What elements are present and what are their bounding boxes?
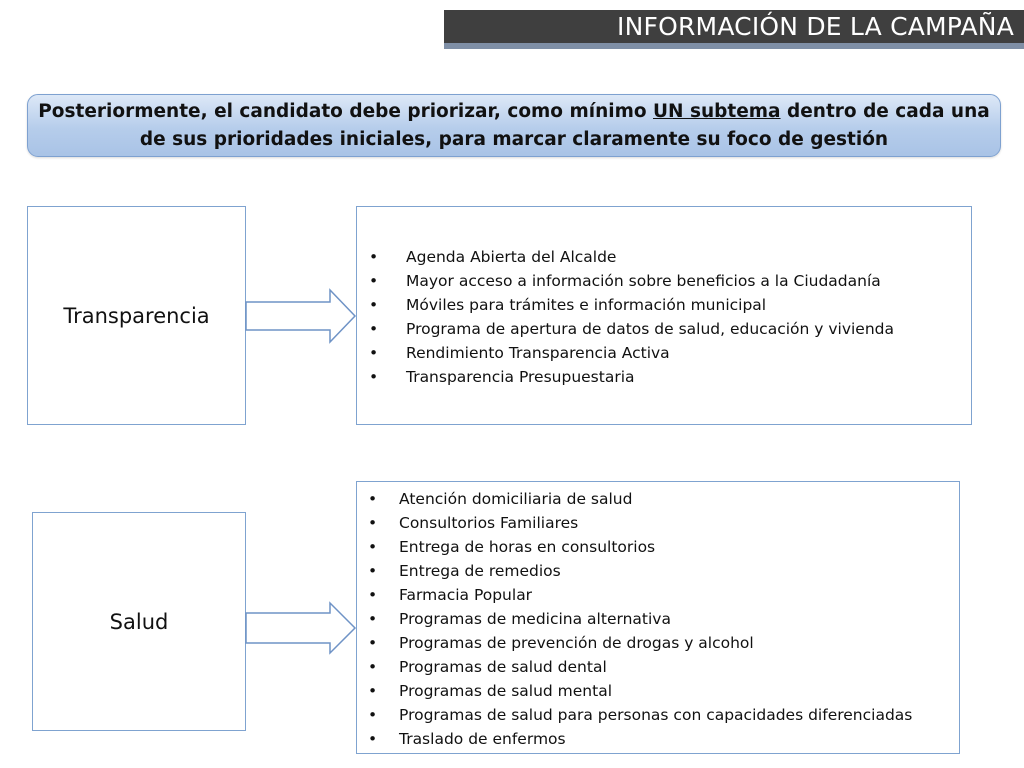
bullet-icon: • — [369, 368, 379, 386]
list-item-text: Programas de prevención de drogas y alcohol — [399, 634, 754, 652]
instruction-banner — [27, 94, 1001, 157]
list-item-text: Entrega de remedios — [399, 562, 561, 580]
list-item-text: Programas de medicina alternativa — [399, 610, 671, 628]
list-item — [368, 535, 959, 559]
list-item-text: Traslado de enfermos — [399, 730, 566, 748]
list-item-text: Mayor acceso a información sobre beneficios a la Ciudadanía — [406, 272, 881, 290]
list-item — [368, 487, 959, 511]
list-item — [368, 511, 959, 535]
list-item — [368, 607, 959, 631]
list-item — [369, 341, 971, 365]
page-title: INFORMACIÓN DE LA CAMPAÑA — [617, 12, 1014, 41]
list-item-text: Programas de salud para personas con capacidades diferenciadas — [399, 706, 913, 724]
bullet-icon: • — [368, 562, 378, 580]
list-item — [368, 703, 959, 727]
bullet-icon: • — [369, 248, 379, 266]
list-item — [369, 269, 971, 293]
bullet-icon: • — [368, 514, 378, 532]
list-item — [369, 245, 971, 269]
list-item — [368, 679, 959, 703]
banner-text-before: Posteriormente, el candidato debe priorizar, como mínimo — [38, 100, 654, 122]
list-box-salud — [356, 481, 960, 754]
bullet-icon: • — [368, 634, 378, 652]
list-box-transparencia — [356, 206, 972, 425]
bullet-icon: • — [368, 730, 378, 748]
list-item-text: Programa de apertura de datos de salud, educación y vivienda — [406, 320, 895, 338]
list-item-text: Atención domiciliaria de salud — [399, 490, 633, 508]
bullet-icon: • — [369, 296, 379, 314]
bullet-icon: • — [368, 610, 378, 628]
list-item — [368, 583, 959, 607]
list-item-text: Transparencia Presupuestaria — [406, 368, 635, 386]
bullet-icon: • — [369, 320, 379, 338]
banner-text — [38, 98, 990, 154]
list-item — [369, 317, 971, 341]
list-item-text: Programas de salud dental — [399, 658, 607, 676]
banner-text-underlined: UN subtema — [653, 100, 781, 122]
list-item — [368, 655, 959, 679]
list-item — [369, 365, 971, 389]
title-bar — [444, 10, 1024, 43]
list-item-text: Programas de salud mental — [399, 682, 613, 700]
bullet-icon: • — [368, 682, 378, 700]
bullet-icon: • — [369, 344, 379, 362]
list-item-text: Entrega de horas en consultorios — [399, 538, 656, 556]
items-list-transparencia — [357, 245, 971, 389]
category-label-salud: Salud — [109, 609, 169, 634]
list-item — [368, 631, 959, 655]
bullet-icon: • — [368, 586, 378, 604]
list-item-text: Móviles para trámites e información municipal — [406, 296, 767, 314]
title-accent-line — [444, 43, 1024, 49]
list-item-text: Agenda Abierta del Alcalde — [406, 248, 617, 266]
bullet-icon: • — [368, 706, 378, 724]
banner-text-after: dentro de cada una de sus prioridades iniciales, para marcar claramente su foco de gestión — [139, 100, 990, 150]
bullet-icon: • — [369, 272, 379, 290]
list-item — [369, 293, 971, 317]
category-box-salud — [32, 512, 246, 731]
list-item-text: Consultorios Familiares — [399, 514, 579, 532]
bullet-icon: • — [368, 538, 378, 556]
bullet-icon: • — [368, 658, 378, 676]
category-box-transparencia — [27, 206, 246, 425]
items-list-salud — [357, 487, 959, 751]
list-item — [368, 559, 959, 583]
category-label-transparencia: Transparencia — [63, 303, 210, 328]
bullet-icon: • — [368, 490, 378, 508]
list-item — [368, 727, 959, 751]
arrow-right-icon — [246, 603, 358, 659]
list-item-text: Rendimiento Transparencia Activa — [406, 344, 670, 362]
list-item-text: Farmacia Popular — [399, 586, 533, 604]
arrow-right-icon — [246, 289, 358, 345]
